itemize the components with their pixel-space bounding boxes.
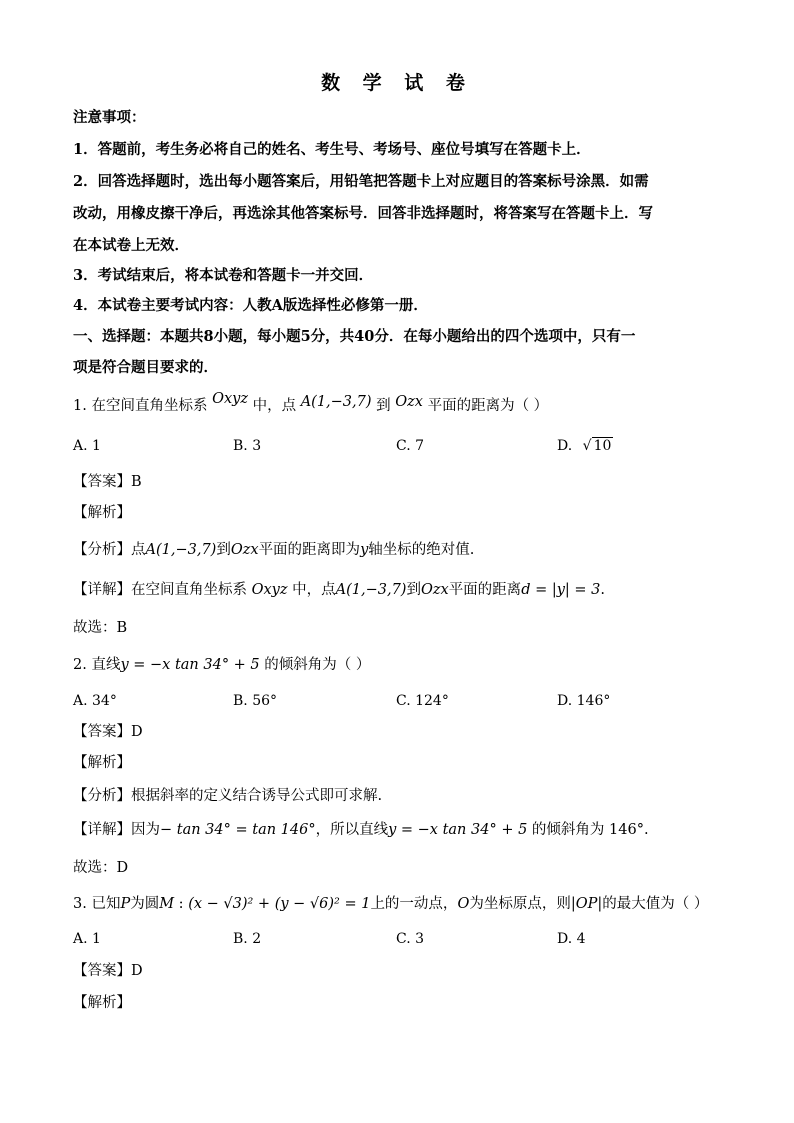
q3-option-b: B. 2 xyxy=(233,931,262,947)
q1-option-d-value: 10 xyxy=(593,438,612,454)
q1-coordinate-system: Oxyz xyxy=(212,391,248,407)
page-title: 数 学 试 卷 xyxy=(321,72,473,94)
q2-stem-pre: 2. 直线 xyxy=(73,657,121,673)
note-3: 3．考试结束后，将本试卷和答题卡一并交回． xyxy=(73,267,374,284)
q1-option-d xyxy=(557,436,613,456)
q1-xiangjie-mid2: 到 xyxy=(406,582,421,598)
q3-origin: O xyxy=(457,896,470,912)
q1-xiangjie xyxy=(73,580,605,600)
q3-option-c: C. 3 xyxy=(396,931,425,947)
q2-option-d: D. 146° xyxy=(557,693,611,709)
q2-xiangjie-line: y = −x tan 34° + 5 xyxy=(388,822,528,838)
q1-xiangjie-end: . xyxy=(600,582,606,598)
note-2-line-3: 在本试卷上无效． xyxy=(73,237,189,254)
q1-analysis-label: 【解析】 xyxy=(73,505,131,521)
q2-stem xyxy=(73,655,370,675)
sqrt-icon: √ xyxy=(582,438,592,454)
q3-mid3: 为坐标原点，则 xyxy=(469,896,571,912)
q1-fenxi-var: y xyxy=(360,542,369,558)
q1-xiangjie-sys: Oxyz xyxy=(251,582,288,598)
q1-xiangjie-point: A(1,−3,7) xyxy=(335,582,407,598)
q3-circle-name: M xyxy=(159,896,175,912)
q1-point: A(1,−3,7) xyxy=(300,394,372,410)
q2-answer: 【答案】D xyxy=(73,724,143,740)
q1-plane: Ozx xyxy=(395,394,423,410)
q2-xiangjie-equation: − tan 34° = tan 146° xyxy=(160,822,316,838)
q1-option-b: B. 3 xyxy=(233,438,262,454)
q1-xiangjie-mid3: 平面的距离 xyxy=(448,582,522,598)
q1-xiangjie-pre: 【详解】在空间直角坐标系 xyxy=(73,582,247,598)
q1-answer: 【答案】B xyxy=(73,474,142,490)
q1-xiangjie-mid1: 中，点 xyxy=(292,582,336,598)
q1-option-a: A. 1 xyxy=(73,438,101,454)
q1-stem xyxy=(73,391,549,416)
q3-analysis-label: 【解析】 xyxy=(73,995,131,1011)
q1-option-d-label: D. xyxy=(557,438,573,454)
q1-fenxi-mid2: 平面的距离即为 xyxy=(258,542,361,558)
q2-xiangjie-pre: 【详解】因为 xyxy=(73,822,160,838)
q1-choose: 故选：B xyxy=(73,620,128,636)
q2-analysis-label: 【解析】 xyxy=(73,755,131,771)
q3-circle-equation: (x − √3)² + (y − √6)² = 1 xyxy=(188,896,371,912)
q2-line-equation: y = −x tan 34° + 5 xyxy=(120,657,260,673)
q1-fenxi-point: A(1,−3,7) xyxy=(145,542,217,558)
note-4: 4．本试卷主要考试内容：人教A版选择性必修第一册． xyxy=(73,297,428,314)
q2-fenxi: 【分析】根据斜率的定义结合诱导公式即可求解. xyxy=(73,788,383,804)
q1-stem-pre: 1. 在空间直角坐标系 xyxy=(73,398,208,414)
notes-heading: 注意事项： xyxy=(73,109,146,126)
q1-stem-post: 平面的距离为（ ） xyxy=(427,398,549,414)
section-heading-line-2: 项是符合题目要求的． xyxy=(73,359,218,376)
note-2-line-1: 2．回答选择题时，选出每小题答案后，用铅笔把答题卡上对应题目的答案标号涂黑．如需 xyxy=(73,173,649,190)
q2-xiangjie xyxy=(73,820,649,840)
q1-mid1: 中，点 xyxy=(252,398,297,414)
q3-stem-pre: 3. 已知 xyxy=(73,896,121,912)
q3-stem: 3. 已知P为圆M : (x − √3)² + (y − √6)² = 1上的一动点，O为坐标原点，则|OP|的最大值为（ ） xyxy=(73,896,709,912)
q2-xiangjie-mid: ，所以直线 xyxy=(315,822,389,838)
q3-option-a: A. 1 xyxy=(73,931,101,947)
note-1: 1．答题前，考生务必将自己的姓名、考生号、考场号、座位号填写在答题卡上． xyxy=(73,141,591,158)
section-heading-line-1: 一、选择题：本题共8小题，每小题5分，共40分．在每小题给出的四个选项中，只有一 xyxy=(73,328,636,345)
q1-fenxi xyxy=(73,540,474,560)
note-2-line-2: 改动，用橡皮擦干净后，再选涂其他答案标号．回答非选择题时，将答案写在答题卡上．写 xyxy=(73,205,653,222)
q1-xiangjie-formula: d = |y| = 3 xyxy=(521,582,601,598)
q1-xiangjie-plane: Ozx xyxy=(420,582,449,598)
q1-fenxi-post: 轴坐标的绝对值. xyxy=(368,542,475,558)
q3-option-d: D. 4 xyxy=(557,931,586,947)
q3-point-p: P xyxy=(120,896,131,912)
q2-choose: 故选：D xyxy=(73,860,129,876)
q1-fenxi-mid: 到 xyxy=(216,542,231,558)
q2-option-a: A. 34° xyxy=(73,693,117,709)
q3-mid2: 上的一动点， xyxy=(370,896,458,912)
q1-fenxi-plane: Ozx xyxy=(230,542,259,558)
q3-stem-post: 的最大值为（ ） xyxy=(602,896,709,912)
q2-xiangjie-post: 的倾斜角为 146°. xyxy=(531,822,649,838)
q2-stem-post: 的倾斜角为（ ） xyxy=(264,657,371,673)
q3-answer: 【答案】D xyxy=(73,963,143,979)
q3-mid1: 为圆 xyxy=(130,896,160,912)
q1-fenxi-pre: 【分析】点 xyxy=(73,542,146,558)
q2-option-c: C. 124° xyxy=(396,693,449,709)
q3-op: |OP| xyxy=(570,896,603,912)
q1-option-c: C. 7 xyxy=(396,438,425,454)
q2-option-b: B. 56° xyxy=(233,693,278,709)
q1-mid2: 到 xyxy=(376,398,391,414)
